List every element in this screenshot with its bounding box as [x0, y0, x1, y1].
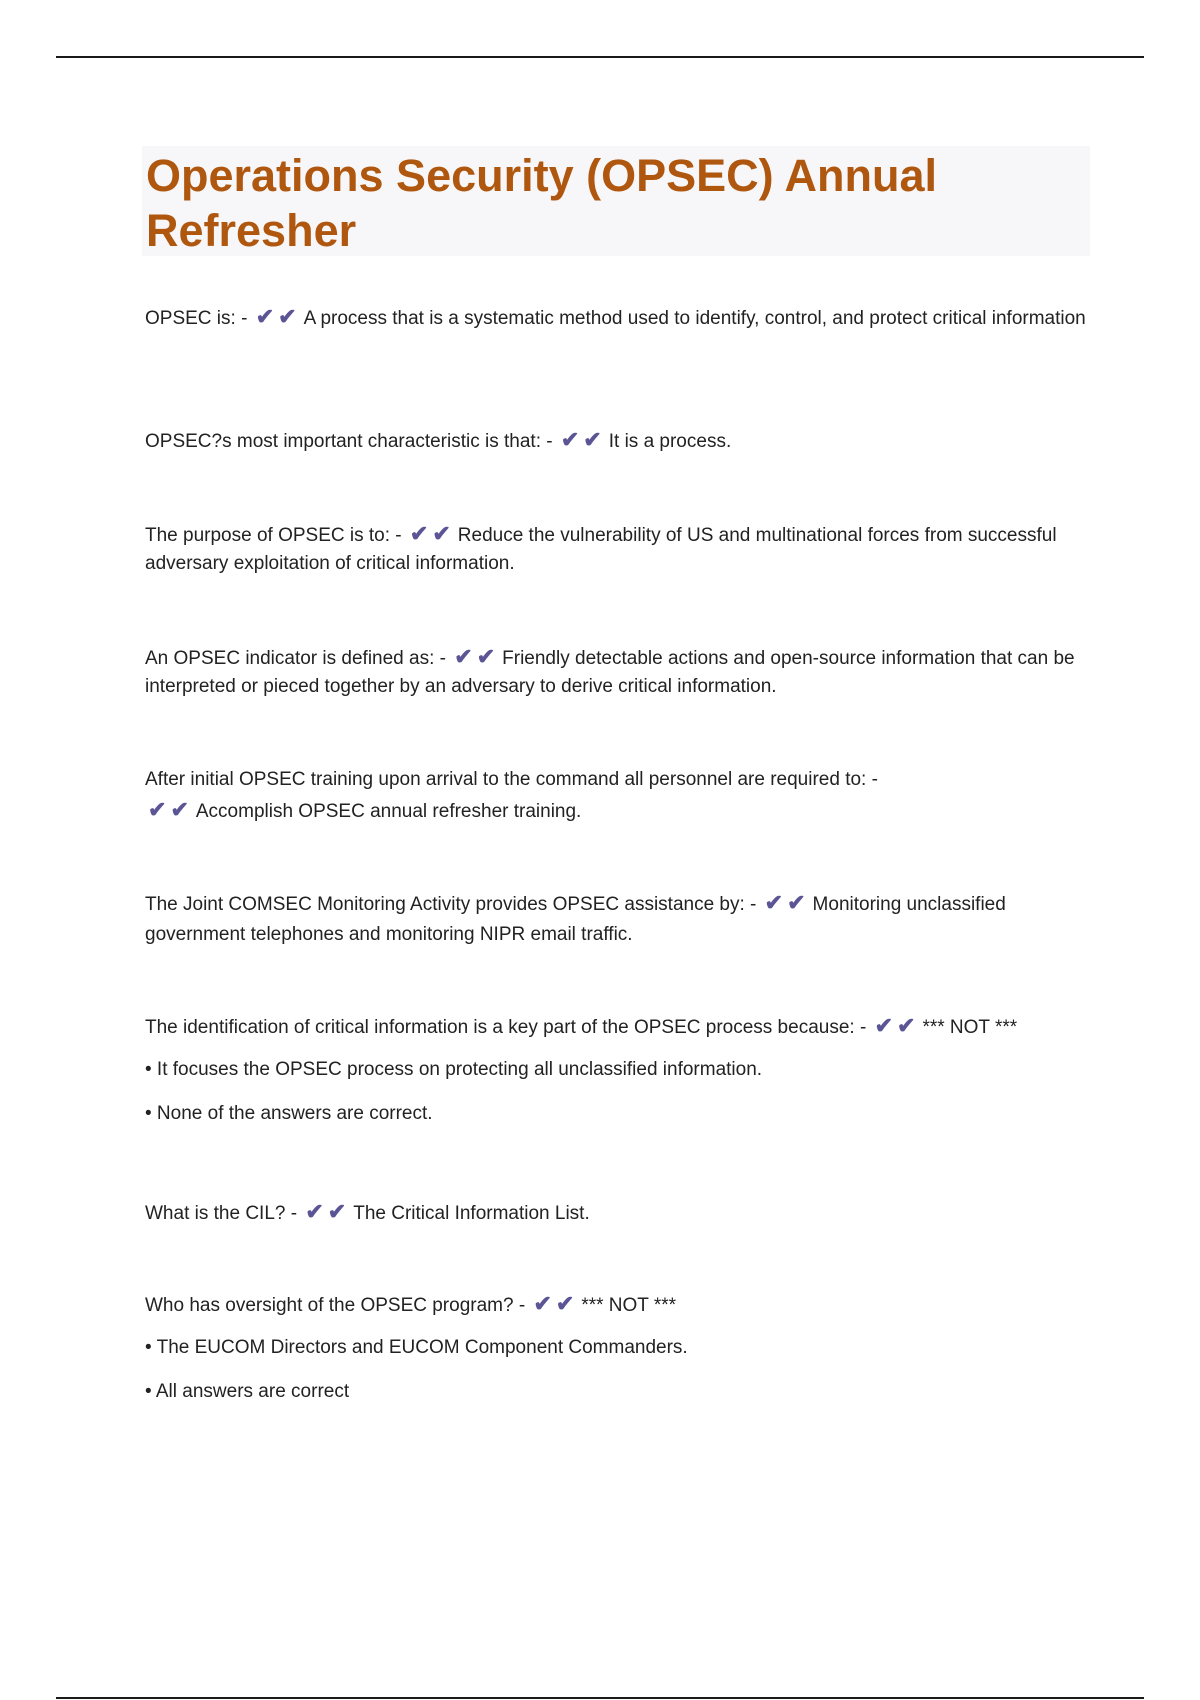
- check-marks: [532, 1290, 577, 1320]
- check-icon: ✔: [555, 1291, 577, 1316]
- check-icon: ✔: [170, 797, 191, 822]
- qa-item-1: [145, 303, 1105, 333]
- answer-text: It is a process.: [608, 431, 732, 452]
- answer-text: Friendly detectable actions and open-source information that can be interpreted or pieced together by an adversary to derive critical information.: [145, 648, 1075, 697]
- check-marks: [147, 796, 192, 828]
- list-item: • It focuses the OPSEC process on protecting all unclassified information.: [145, 1059, 763, 1080]
- answer-text: Monitoring unclassified government telephones and monitoring NIPR email traffic.: [145, 894, 1006, 945]
- check-marks: [764, 889, 809, 920]
- qa-item-3: [145, 520, 1105, 578]
- check-icon: ✔: [560, 427, 582, 452]
- check-icon: ✔: [255, 304, 277, 329]
- qa-item-2: [145, 426, 1105, 456]
- answer-text: The Critical Information List.: [353, 1203, 590, 1224]
- check-icon: ✔: [764, 890, 786, 915]
- check-icon: ✔: [278, 304, 299, 329]
- question-text: Who has oversight of the OPSEC program? -: [145, 1295, 526, 1316]
- check-icon: ✔: [533, 1291, 554, 1316]
- check-marks: [560, 426, 605, 456]
- list-item: • None of the answers are correct.: [145, 1103, 433, 1124]
- check-icon: ✔: [409, 521, 431, 546]
- answer-text: *** NOT ***: [581, 1295, 677, 1316]
- check-icon: ✔: [327, 1199, 349, 1224]
- question-text: What is the CIL? -: [145, 1203, 298, 1224]
- qa-item-7: [145, 1012, 1105, 1042]
- check-marks: [453, 643, 498, 673]
- check-icon: ✔: [454, 644, 475, 669]
- question-text: The Joint COMSEC Monitoring Activity provides OPSEC assistance by: -: [145, 894, 757, 915]
- answer-text: A process that is a systematic method used to identify, control, and protect critical information: [303, 308, 1086, 329]
- answer-text: Accomplish OPSEC annual refresher training.: [195, 801, 582, 822]
- answer-text: *** NOT ***: [922, 1017, 1018, 1038]
- question-text: The purpose of OPSEC is to: -: [145, 525, 402, 546]
- question-text: The identification of critical information is a key part of the OPSEC process because: -: [145, 1017, 867, 1038]
- document-title: Operations Security (OPSEC) Annual Refresher: [146, 150, 937, 256]
- check-marks: [304, 1198, 349, 1228]
- check-icon: ✔: [432, 521, 453, 546]
- check-icon: ✔: [583, 427, 604, 452]
- list-item: • All answers are correct: [145, 1381, 350, 1402]
- qa-item-8: [145, 1198, 1105, 1228]
- list-item: • The EUCOM Directors and EUCOM Component Commanders.: [145, 1337, 688, 1358]
- check-icon: ✔: [476, 644, 498, 669]
- qa-item-6: [145, 889, 1105, 950]
- question-text: OPSEC is: -: [145, 308, 248, 329]
- top-rule: [56, 56, 1144, 58]
- qa-item-9: [145, 1290, 1105, 1320]
- question-text: After initial OPSEC training upon arrival to the command all personnel are required to: -: [145, 769, 878, 790]
- check-icon: ✔: [874, 1013, 895, 1038]
- qa-item-4: [145, 643, 1105, 701]
- check-marks: [255, 303, 300, 333]
- check-marks: [409, 520, 454, 550]
- question-text: An OPSEC indicator is defined as: -: [145, 648, 446, 669]
- check-marks: [874, 1012, 919, 1042]
- check-icon: ✔: [148, 797, 169, 822]
- bottom-rule: [56, 1697, 1144, 1699]
- answer-text: Reduce the vulnerability of US and multinational forces from successful adversary exploitation of critical information.: [145, 525, 1057, 574]
- check-icon: ✔: [305, 1199, 326, 1224]
- check-icon: ✔: [897, 1013, 918, 1038]
- check-icon: ✔: [787, 890, 808, 915]
- qa-item-5: [145, 764, 1105, 828]
- question-text: OPSEC?s most important characteristic is that: -: [145, 431, 553, 452]
